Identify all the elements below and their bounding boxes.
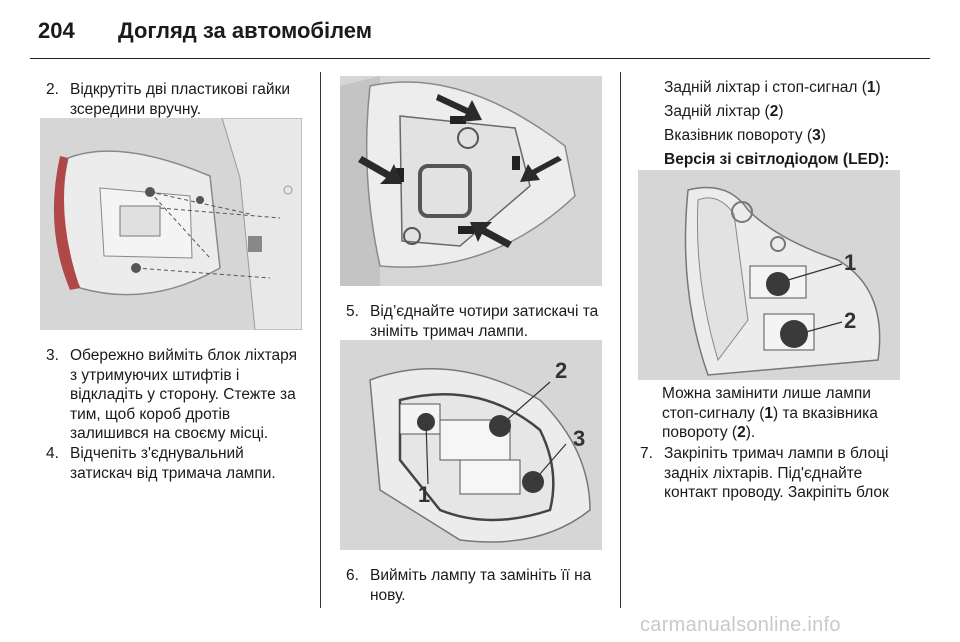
step-line: тим, щоб короб дротів <box>70 405 231 423</box>
step-number: 2. <box>46 81 59 98</box>
figure-tail-light-nuts <box>40 118 302 330</box>
legend-item-1 <box>664 78 881 98</box>
step-line: залишився на своєму місці. <box>70 425 269 442</box>
step-line: Від’єднайте чотири затискачі та <box>370 303 599 320</box>
led-heading: Версія зі світлодіодом (LED): <box>664 151 890 168</box>
step-line: з утримуючих штифтів і <box>70 366 240 384</box>
step-line: Відкрутіть дві пластикові гайки <box>70 81 291 98</box>
note-line: Можна замінити лише лампи <box>662 385 871 402</box>
step-line: відкладіть у сторону. Стежте за <box>70 386 296 403</box>
page-title: Догляд за автомобілем <box>118 18 373 43</box>
legend-text: ) <box>820 127 826 144</box>
figure-lamp-holder-bulbs <box>340 340 602 550</box>
legend-number: 2 <box>769 103 779 120</box>
step-line: Вийміть лампу та замініть її на <box>370 567 592 584</box>
step-line: Відчепіть з'єднувальний <box>70 445 244 462</box>
step-number: 5. <box>346 303 359 320</box>
legend-text: ) <box>875 79 881 96</box>
note-text: ). <box>745 424 756 441</box>
page-header <box>30 12 930 52</box>
note-line <box>662 423 932 443</box>
note-text: ) та вказівника <box>772 404 878 422</box>
step-number: 4. <box>46 445 59 462</box>
figure-lamp-holder-clips <box>340 76 602 286</box>
page-number: 204 <box>38 18 75 43</box>
note-number: 2 <box>737 424 746 441</box>
step-number: 6. <box>346 567 359 584</box>
column-divider-1 <box>320 72 321 608</box>
fig3-callout-1: 1 <box>418 482 431 507</box>
note-line <box>662 404 932 424</box>
column-divider-2 <box>620 72 621 608</box>
step-number: 7. <box>640 445 653 462</box>
step-line: контакт проводу. Закріпіть блок <box>664 484 889 501</box>
note-text: повороту ( <box>662 424 738 441</box>
step-number: 3. <box>46 347 59 364</box>
step-line: Закріпіть тримач лампи в блоці <box>664 445 889 462</box>
led-note <box>662 384 932 443</box>
legend-text: Задній ліхтар і стоп-сигнал ( <box>664 79 867 96</box>
figure-led-holder <box>638 170 900 380</box>
fig4-callout-2: 2 <box>844 308 857 333</box>
legend-item-3 <box>664 126 826 146</box>
step-line: зніміть тримач лампи. <box>370 322 529 340</box>
header-divider <box>30 58 930 59</box>
fig3-callout-2: 2 <box>555 358 568 383</box>
step-line: затискач від тримача лампи. <box>70 464 276 482</box>
note-text: стоп-сигналу ( <box>662 404 765 422</box>
step-line: нову. <box>370 586 406 604</box>
legend-text: Задній ліхтар ( <box>664 103 770 120</box>
watermark[interactable]: carmanualsonline.info <box>640 614 841 636</box>
note-number: 1 <box>764 404 773 422</box>
legend-item-2 <box>664 102 784 122</box>
step-line: задніх ліхтарів. Під'єднайте <box>664 464 863 482</box>
legend-number: 1 <box>866 79 876 96</box>
fig3-callout-3: 3 <box>573 426 586 451</box>
legend-text: ) <box>778 103 784 120</box>
step-line: зсередини вручну. <box>70 100 202 118</box>
legend-number: 3 <box>812 127 821 144</box>
legend-text: Вказівник повороту ( <box>664 127 813 144</box>
step-line: Обережно вийміть блок ліхтаря <box>70 347 297 364</box>
fig4-callout-1: 1 <box>844 250 857 275</box>
